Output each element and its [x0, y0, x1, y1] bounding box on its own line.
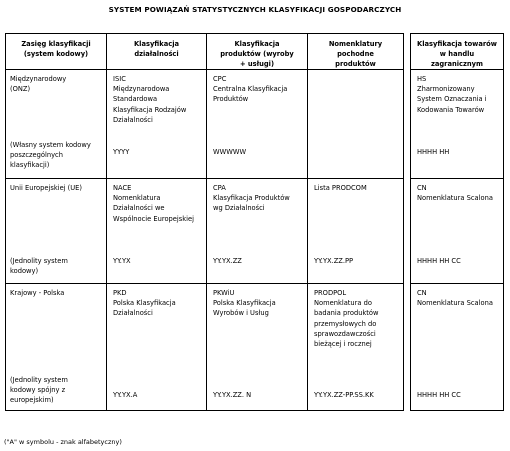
cell-c3-name: PKWiU Polska Klasyfikacja Wyrobów i Usług — [213, 289, 276, 318]
cell-code-pattern: HHHH HH CC — [417, 391, 461, 400]
cell-poland-c2 — [107, 284, 207, 411]
cell-scope-coding-note: (Jednolity system kodowy spójny z europejskim) — [10, 376, 68, 405]
cell-code-pattern: YY.YX.ZZ. N — [213, 391, 252, 400]
cell-international-c3 — [207, 70, 308, 179]
cell-c3-name: CPC Centralna Klasyfikacja Produktów — [213, 75, 288, 104]
cell-c2-name: ISIC Międzynarodowa Standardowa Klasyfikacja Rodzajów Działalności — [113, 75, 187, 124]
cell-international-c5 — [411, 70, 504, 179]
table-row-poland — [6, 284, 504, 411]
cell-code-pattern: YY.YX.ZZ.PP — [314, 257, 354, 266]
header-products: Klasyfikacja produktów (wyroby + usługi) — [207, 34, 308, 70]
cell-c3-name: CPA Klasyfikacja Produktów wg Działalności — [213, 184, 290, 213]
cell-code-pattern: YY.YX.ZZ-PP.SS.KK — [314, 391, 374, 400]
header-derived: Nomenklatury pochodne produktów — [308, 34, 404, 70]
cell-code-pattern: HHHH HH — [417, 148, 450, 157]
cell-eu-c3 — [207, 179, 308, 284]
cell-scope-coding-note: (Własny system kodowy poszczególnych klasyfikacji) — [10, 141, 91, 170]
cell-international-c1 — [6, 70, 107, 179]
cell-scope-coding-note: (Jednolity system kodowy) — [10, 257, 68, 276]
cell-eu-c4 — [308, 179, 404, 284]
cell-c5-name: HS Zharmonizowany System Oznaczania i Kodowania Towarów — [417, 75, 487, 114]
cell-poland-c1 — [6, 284, 107, 411]
cell-eu-c5 — [411, 179, 504, 284]
column-gap — [404, 70, 411, 179]
cell-poland-c5 — [411, 284, 504, 411]
cell-poland-c3 — [207, 284, 308, 411]
cell-eu-c1 — [6, 179, 107, 284]
table-row-eu — [6, 179, 504, 284]
column-gap — [404, 179, 411, 284]
cell-code-pattern: WWWWW — [213, 148, 247, 157]
cell-international-c4 — [308, 70, 404, 179]
cell-international-c2 — [107, 70, 207, 179]
cell-c1-name: Krajowy - Polska — [10, 289, 65, 298]
cell-code-pattern: YYYY — [113, 148, 130, 157]
cell-c1-name: Unii Europejskiej (UE) — [10, 184, 83, 193]
table-row-international — [6, 70, 504, 179]
footnote: ("A" w symbolu - znak alfabetyczny) — [4, 438, 122, 446]
cell-c4-name: Lista PRODCOM — [314, 184, 367, 193]
cell-c5-name: CN Nomenklatura Scalona — [417, 184, 493, 203]
cell-c2-name: PKD Polska Klasyfikacja Działalności — [113, 289, 176, 318]
header-trade: Klasyfikacja towarów w handlu zagranicznym — [411, 34, 504, 70]
cell-c4-name: PRODPOL Nomenklatura do badania produktów przemysłowych do sprawozdawczości bieżącej i rocznej — [314, 289, 379, 348]
column-gap — [404, 284, 411, 411]
header-scope: Zasięg klasyfikacji (system kodowy) — [6, 34, 107, 70]
cell-code-pattern: HHHH HH CC — [417, 257, 461, 266]
header-row — [6, 34, 504, 70]
cell-code-pattern: YY.YX.ZZ — [213, 257, 242, 266]
cell-poland-c4 — [308, 284, 404, 411]
cell-c1-name: Międzynarodowy (ONZ) — [10, 75, 67, 94]
classification-table — [5, 33, 504, 411]
column-gap — [404, 34, 411, 70]
header-activity: Klasyfikacja działalności — [107, 34, 207, 70]
cell-eu-c2 — [107, 179, 207, 284]
cell-code-pattern: YY.YX — [113, 257, 131, 266]
cell-c5-name: CN Nomenklatura Scalona — [417, 289, 493, 308]
cell-code-pattern: YY.YX.A — [113, 391, 138, 400]
cell-c2-name: NACE Nomenklatura Działalności we Wspólnocie Europejskiej — [113, 184, 194, 223]
page-title: SYSTEM POWIĄZAŃ STATYSTYCZNYCH KLASYFIKACJI GOSPODARCZYCH — [108, 5, 402, 14]
